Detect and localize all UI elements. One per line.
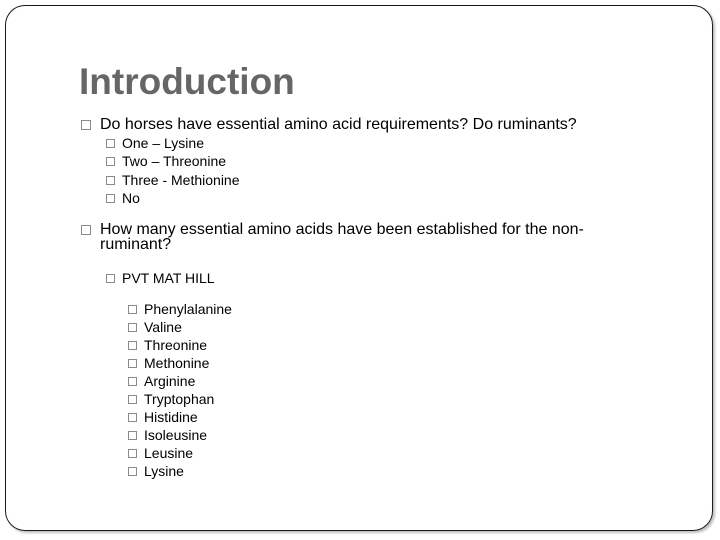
question-2-text-line-1: How many essential amino acids have been established for the non- xyxy=(100,221,584,238)
square-bullet-icon xyxy=(128,359,137,368)
option-text: No xyxy=(122,190,140,206)
amino-acid-item xyxy=(128,409,198,426)
square-bullet-icon xyxy=(128,431,137,440)
amino-acid-item xyxy=(128,463,184,480)
square-bullet-icon xyxy=(128,305,137,314)
amino-acid-text: Arginine xyxy=(144,373,196,389)
square-bullet-icon xyxy=(128,341,137,350)
option-item xyxy=(106,153,226,170)
amino-acid-item xyxy=(128,337,207,354)
amino-acid-item xyxy=(128,301,232,318)
bullet-question-1 xyxy=(81,116,577,134)
amino-acid-text: Lysine xyxy=(144,463,184,479)
amino-acid-item xyxy=(128,355,209,372)
slide-title: Introduction xyxy=(79,61,295,102)
amino-acid-item xyxy=(128,319,182,336)
option-text: Two – Threonine xyxy=(122,153,227,169)
option-item xyxy=(106,135,204,152)
question-1-text: Do horses have essential amino acid requirements? Do ruminants? xyxy=(100,116,577,133)
mnemonic-text: PVT MAT HILL xyxy=(122,270,215,286)
mnemonic-item xyxy=(106,270,215,287)
square-bullet-icon xyxy=(128,395,137,404)
question-2-text-line-2: ruminant? xyxy=(100,236,172,253)
option-item xyxy=(106,172,240,189)
amino-acid-item xyxy=(128,391,214,408)
square-bullet-icon xyxy=(106,157,115,166)
square-bullet-icon xyxy=(106,194,115,203)
amino-acid-text: Methonine xyxy=(144,355,210,371)
square-bullet-icon xyxy=(128,323,137,332)
square-bullet-icon xyxy=(106,176,115,185)
square-bullet-icon xyxy=(128,449,137,458)
square-bullet-icon xyxy=(106,274,115,283)
option-text: Three - Methionine xyxy=(122,172,240,188)
amino-acid-text: Tryptophan xyxy=(144,391,215,407)
square-bullet-icon xyxy=(81,120,91,130)
square-bullet-icon xyxy=(81,225,91,235)
square-bullet-icon xyxy=(128,467,137,476)
amino-acid-text: Leusine xyxy=(144,445,194,461)
square-bullet-icon xyxy=(128,413,137,422)
option-item xyxy=(106,190,140,207)
square-bullet-icon xyxy=(128,377,137,386)
amino-acid-text: Histidine xyxy=(144,409,198,425)
amino-acid-text: Phenylalanine xyxy=(144,301,232,317)
amino-acid-item xyxy=(128,445,193,462)
amino-acid-text: Valine xyxy=(144,319,182,335)
amino-acid-text: Isoleusine xyxy=(144,427,208,443)
square-bullet-icon xyxy=(106,139,115,148)
amino-acid-text: Threonine xyxy=(144,337,208,353)
amino-acid-item xyxy=(128,373,195,390)
amino-acid-item xyxy=(128,427,207,444)
option-text: One – Lysine xyxy=(122,135,204,151)
